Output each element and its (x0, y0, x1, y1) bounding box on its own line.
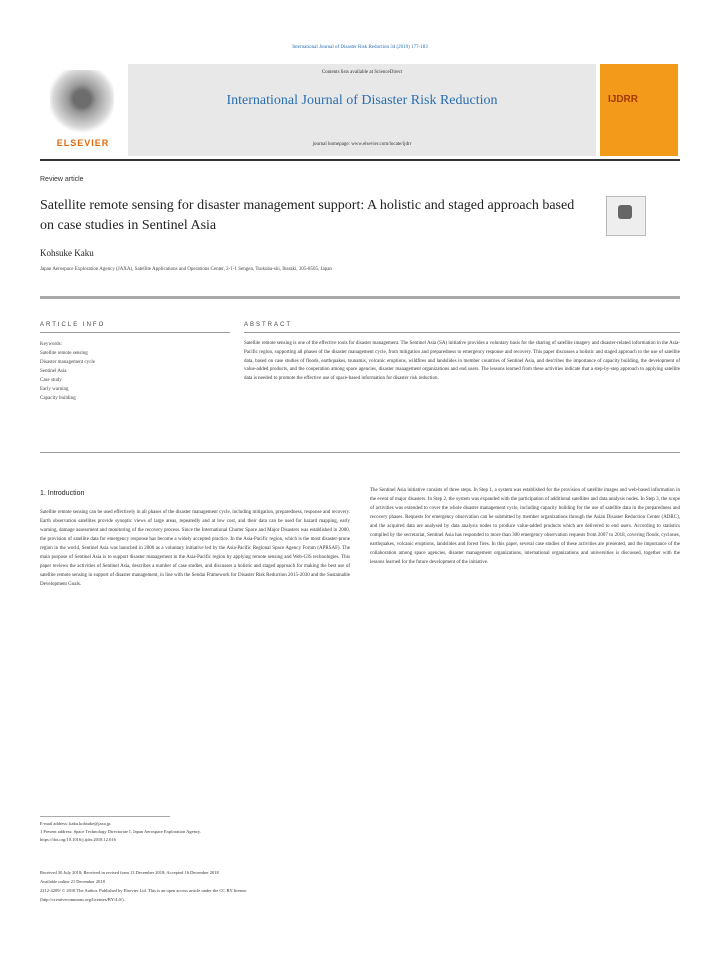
journal-homepage[interactable]: journal homepage: www.elsevier.com/locate/ijdrr (312, 142, 412, 147)
title-rule (40, 296, 680, 299)
keyword-item: Sentinel Asia (40, 369, 67, 374)
keywords-label: Keywords: (40, 342, 62, 347)
footnote-email[interactable]: E-mail address: kaku.kohsuke@jaxa.jp. (40, 821, 112, 826)
tree-logo-icon (50, 70, 114, 134)
abstract-text: Satellite remote sensing is one of the effective tools for disaster management. The Sentinel Asia (SA) initiative provides a voluntary basis for the sharing of satellite imagery and disaster-related information in the Asia-Pacific region, supporting all phases of the disaster management cycle, from mitigation and preparedness to emergency response and recovery. This paper discusses a holistic and staged approach to the use of satellite data, based on case studies of floods, earthquakes, tsunamis, volcanic eruptions, wildfires and landslides in member countries of Sentinel Asia, and describes the importance of capacity building, the development of value-added products, and the cooperation among space agencies, disaster management organizations and end users. The lessons learned from these activities indicate that a step-by-step approach to applying satellite data is needed to promote the effective use of space-based information for disaster risk reduction. (244, 341, 680, 382)
abstract-end-rule (40, 452, 680, 453)
header-rule (40, 159, 680, 161)
keyword-item: Early warning (40, 387, 69, 392)
body-column-right: The Sentinel Asia initiative consists of three steps. In Step 1, a system was established for the provision of satellite images and web-based information in the event of major disasters. In Step 2, the system was expanded with the participation of additional satellites and data analysis nodes. In Step 3, the scope of activities was extended to cover the whole disaster management cycle, including capacity building for the use of satellite data in the preparedness and recovery phases. Requests for emergency observation can be submitted by member organizations through the Asian Disaster Reduction Center (ADRC), and the acquired data are analysed by data analysis nodes to produce value-added products which are delivered to end users. According to statistics compiled by the secretariat, Sentinel Asia has responded to more than 300 emergency observation requests from 2007 to 2018, covering floods, cyclones, earthquakes, volcanic eruptions, landslides and forest fires. In this paper, several case studies of these activities are presented, and the importance of the collaboration among space agencies, disaster management organizations, international organizations and universities is discussed, together with the lessons learned for the future development of the initiative. (370, 488, 680, 565)
journal-cover-image (600, 64, 678, 156)
keywords-block (40, 340, 230, 403)
cover-label: IJDRR (608, 94, 639, 105)
section-heading: 1. Introduction (40, 490, 85, 497)
article-type: Review article (40, 176, 84, 183)
keyword-item: Satellite remote sensing (40, 351, 88, 356)
abstract-rule (244, 332, 680, 333)
license-link[interactable]: (http://creativecommons.org/licenses/BY/4.0/). (40, 897, 125, 902)
footnotes (40, 820, 680, 844)
abstract-heading: ABSTRACT (244, 322, 293, 328)
journal-title[interactable]: International Journal of Disaster Risk Reduction (226, 93, 498, 108)
article-info-heading: ARTICLE INFO (40, 322, 106, 328)
author-name[interactable]: Kohsuke Kaku (40, 248, 94, 258)
publisher-wordmark: ELSEVIER (56, 138, 110, 148)
info-rule (40, 332, 230, 333)
publication-info (40, 868, 680, 904)
keyword-item: Case study (40, 378, 62, 383)
contents-line: Contents lists available at ScienceDirect (321, 70, 403, 75)
article-title: Satellite remote sensing for disaster management support: A holistic and staged approach based on case studies in Sentinel Asia (40, 198, 575, 233)
body-column-left: Satellite remote sensing can be used effectively in all phases of the disaster management cycle, including mitigation, preparedness, response and recovery. Earth observation satellites provide synoptic views of large areas, repeatedly and at low cost, and their data can be used for hazard mapping, early warning, damage assessment and monitoring of the recovery process. Since the International Charter Space and Major Disasters was established in 2000, the provision of satellite data for emergency response has become a widely accepted practice. In the Asia-Pacific region, which is the most disaster-prone region in the world, Sentinel Asia was launched in 2006 as a voluntary initiative led by the Asia-Pacific Regional Space Agency Forum (APRSAF). The main purpose of Sentinel Asia is to support disaster management in the Asia-Pacific region by applying remote sensing and Web-GIS technologies. This paper reviews the activities of Sentinel Asia, describes a number of case studies, and discusses a holistic and staged approach for making the best use of satellite remote sensing in support of disaster management, in line with the Sendai Framework for Disaster Risk Reduction 2015-2030 and the Sustainable Development Goals. (40, 510, 350, 587)
doi-link[interactable]: https://doi.org/10.1016/j.ijdrr.2018.12.016 (40, 837, 116, 842)
journal-citation-link[interactable]: International Journal of Disaster Risk Reduction 34 (2019) 177-183 (292, 45, 428, 50)
keyword-item: Disaster management cycle (40, 360, 95, 365)
received-dates: Received 30 July 2018; Received in revised form 13 December 2018; Accepted 16 December 2018 (40, 870, 219, 875)
author-affiliation: Japan Aerospace Exploration Agency (JAXA), Satellite Applications and Operations Center, 2-1-1 Sengen, Tsukuba-shi, Ibaraki, 305-8505, Japan (40, 267, 332, 272)
publisher-logo (40, 64, 126, 156)
footnote-rule (40, 816, 170, 817)
keyword-item: Capacity building (40, 396, 76, 401)
available-online: Available online 21 December 2018 (40, 879, 105, 884)
footnote-present-address: 1 Present address: Space Technology Directorate I, Japan Aerospace Exploration Agency. (40, 829, 202, 834)
crossmark-icon[interactable] (606, 196, 646, 236)
license-statement: 2212-4209/ © 2018 The Author. Published by Elsevier Ltd. This is an open access article under the CC BY license. (40, 888, 248, 893)
